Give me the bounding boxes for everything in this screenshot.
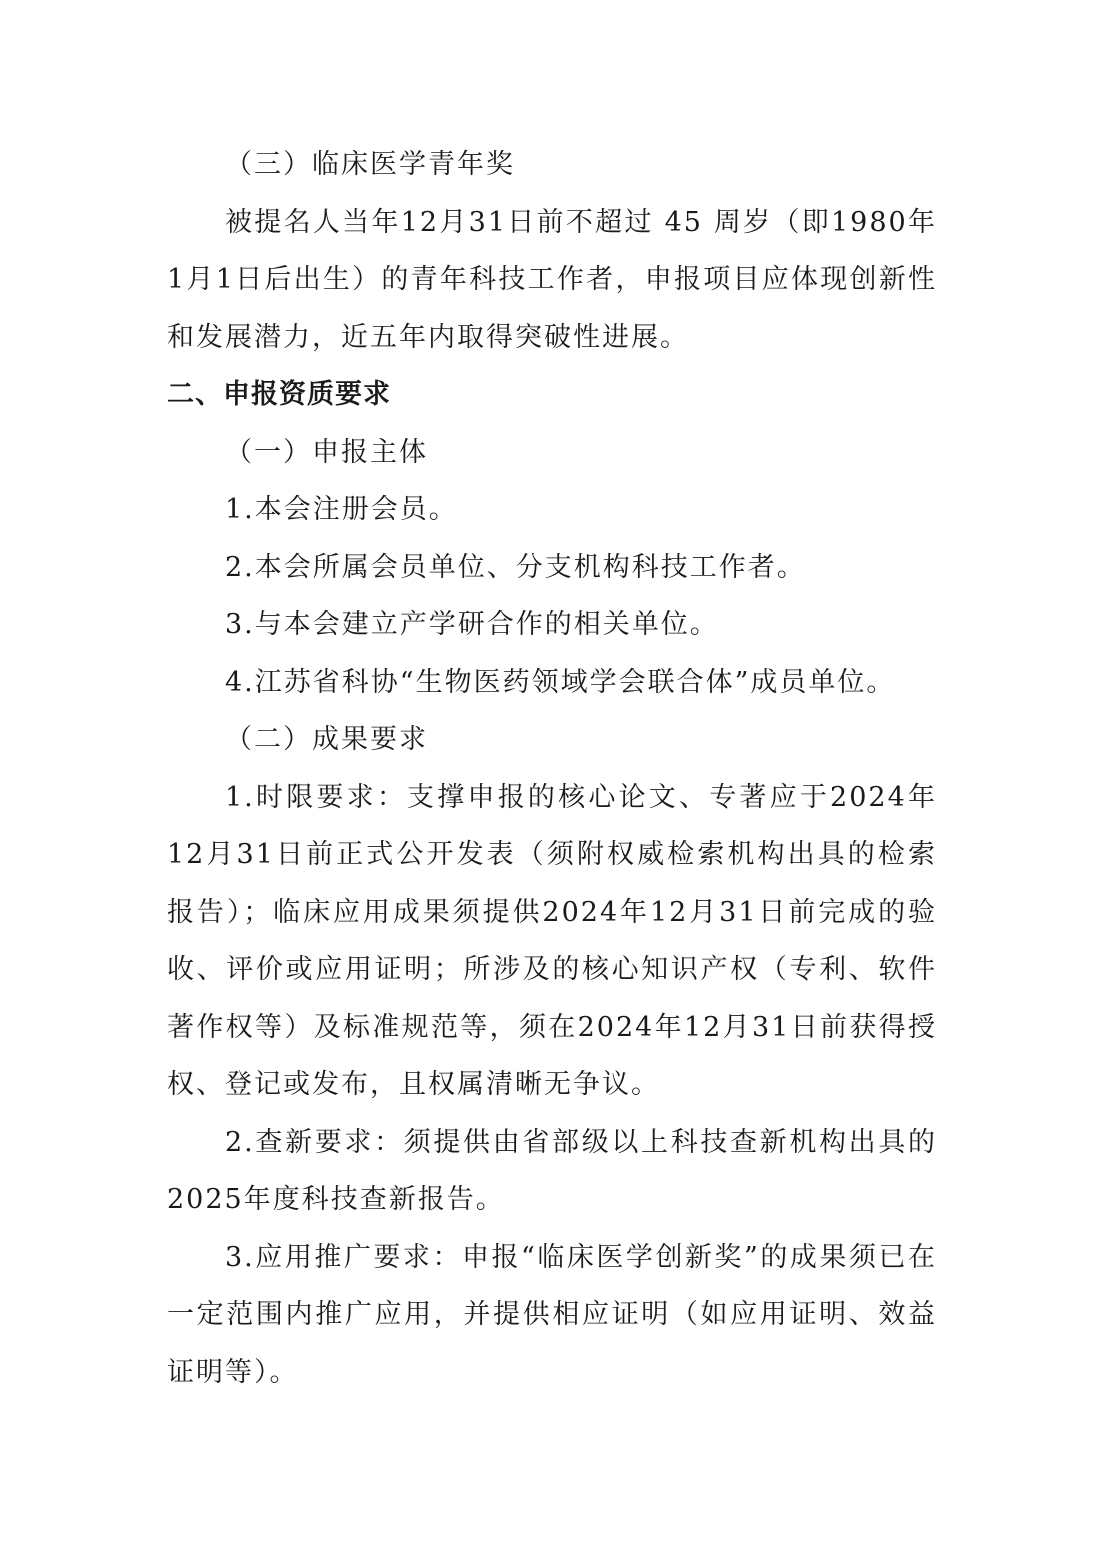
paragraph-time-limit-requirement: 1.时限要求：支撑申报的核心论文、专著应于2024年12月31日前正式公开发表（须附权威检索机构出具的检索报告）；临床应用成果须提供2024年12月31日前完成的验收、评价或应用证明；所涉及的核心知识产权（专利、软件著作权等）及标准规范等，须在2024年12月31日前获得授权、登记或发布，且权属清晰无争议。 xyxy=(167,781,937,1100)
paragraph-application-promotion-requirement: 3.应用推广要求：申报“临床医学创新奖”的成果须已在一定范围内推广应用，并提供相应证明（如应用证明、效益证明等）。 xyxy=(167,1241,937,1388)
document-body xyxy=(167,136,937,1401)
list-item-member-units: 2.本会所属会员单位、分支机构科技工作者。 xyxy=(225,551,806,583)
section-heading-qualification-requirements: 二、申报资质要求 xyxy=(167,379,391,410)
list-item-registered-member: 1.本会注册会员。 xyxy=(225,494,458,525)
subsection-heading-applicant: （一）申报主体 xyxy=(225,436,428,468)
subsection-heading-clinical-youth-award: （三）临床医学青年奖 xyxy=(225,149,515,180)
list-item-consortium-members: 4.江苏省科协“生物医药领域学会联合体”成员单位。 xyxy=(225,666,896,698)
paragraph-novelty-search-requirement: 2.查新要求：须提供由省部级以上科技查新机构出具的2025年度科技查新报告。 xyxy=(167,1126,937,1215)
list-item-cooperating-units: 3.与本会建立产学研合作的相关单位。 xyxy=(225,609,719,640)
paragraph-youth-award-eligibility: 被提名人当年12月31日前不超过 45 周岁（即1980年1月1日后出生）的青年科技工作者，申报项目应体现创新性和发展潜力，近五年内取得突破性进展。 xyxy=(167,206,937,353)
subsection-heading-achievement-requirements: （二）成果要求 xyxy=(225,724,428,755)
